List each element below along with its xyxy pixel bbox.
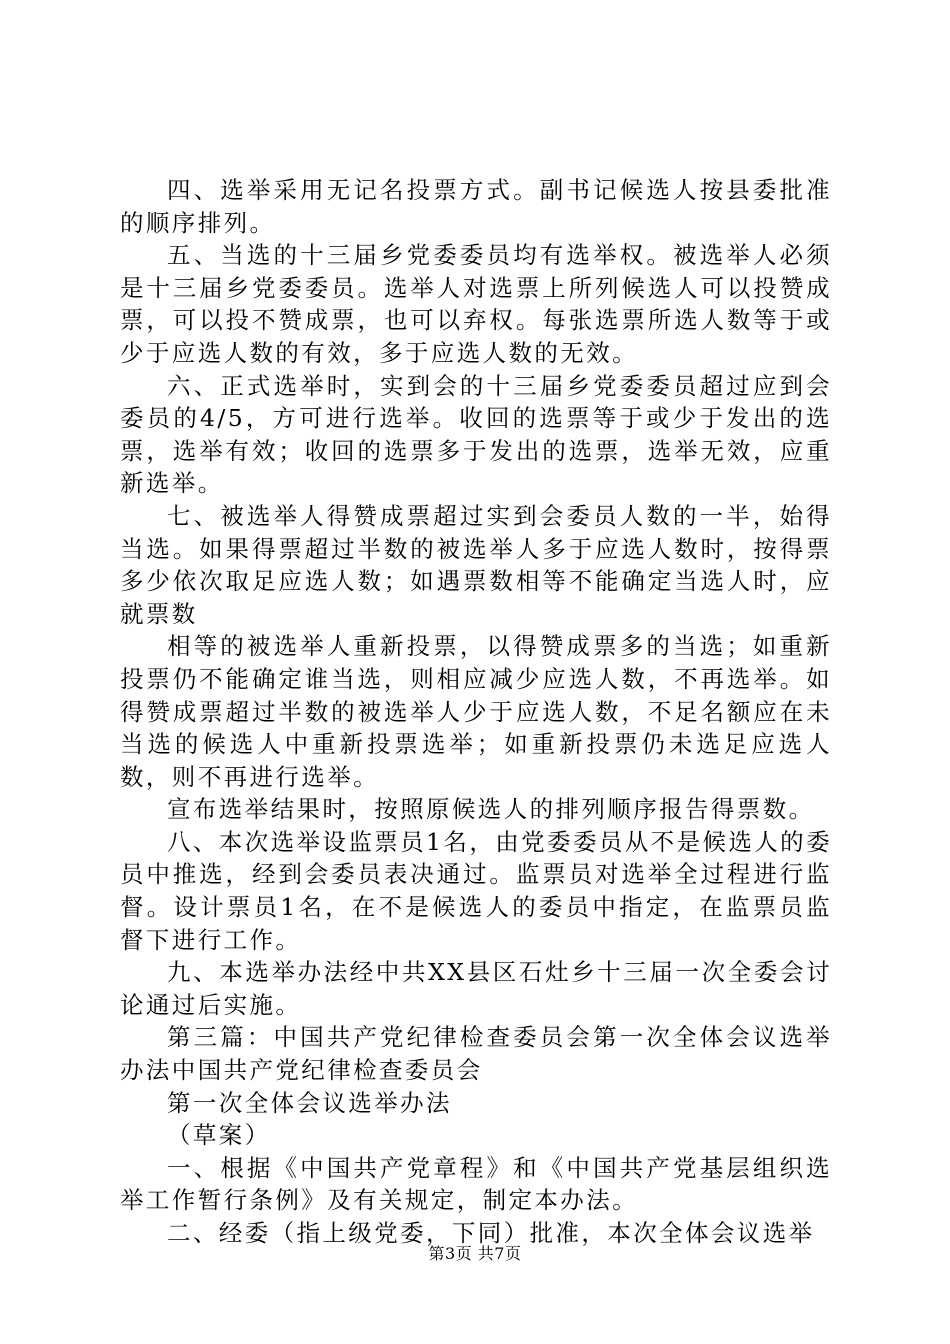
paragraph-item-4: 四、选举采用无记名投票方式。副书记候选人按县委批准的顺序排列。 — [120, 176, 832, 237]
paragraph-item-7: 七、被选举人得赞成票超过实到会委员人数的一半，始得当选。如果得票超过半数的被选举人多于应选人数时，按得票多少依次取足应选人数；如遇票数相等不能确定当选人时，应就票数 — [120, 501, 832, 628]
paragraph-announce-results: 宣布选举结果时，按照原候选人的排列顺序报告得票数。 — [167, 795, 815, 824]
paragraph-item-2: 二、经委（指上级党委，下同）批准，本次全体会议选举 — [167, 1219, 815, 1247]
paragraph-item-9: 九、本选举办法经中共XX县区石灶乡十三届一次全委会讨论通过后实施。 — [120, 958, 832, 1019]
draft-label: （草案） — [167, 1121, 271, 1150]
paragraph-item-1: 一、根据《中国共产党章程》和《中国共产党基层组织选举工作暂行条例》及有关规定，制定本办法。 — [120, 1153, 832, 1215]
paragraph-item-8: 八、本次选举设监票员1名，由党委委员从不是候选人的委员中推选，经到会委员表决通过。监票员对选举全过程进行监督。设计票员1名，在不是候选人的委员中指定，在监票员监督下进行工作。 — [120, 827, 832, 954]
page-number-footer: 第3页 共7页 — [428, 1244, 522, 1263]
paragraph-item-6: 六、正式选举时，实到会的十三届乡党委委员超过应到会委员的4/5，方可进行选举。收回的选票等于或少于发出的选票，选举有效；收回的选票多于发出的选票，选举无效，应重新选举。 — [120, 371, 832, 498]
section-heading-part-3: 第三篇：中国共产党纪律检查委员会第一次全体会议选举办法中国共产党纪律检查委员会 — [120, 1023, 832, 1085]
paragraph-item-5: 五、当选的十三届乡党委委员均有选举权。被选举人必须是十三届乡党委委员。选举人对选票上所列候选人可以投赞成票，可以投不赞成票，也可以弃权。每张选票所选人数等于或少于应选人数的有效，多于应选人数的无效。 — [120, 241, 832, 367]
section-subtitle: 第一次全体会议选举办法 — [167, 1088, 452, 1117]
document-body — [120, 174, 832, 1250]
paragraph-item-7-continued: 相等的被选举人重新投票，以得赞成票多的当选；如重新投票仍不能确定谁当选，则相应减少应选人数，不再选举。如得赞成票超过半数的被选举人少于应选人数，不足名额应在未当选的候选人中重新投票选举；如重新投票仍未选足应选人数，则不再进行选举。 — [120, 632, 832, 791]
